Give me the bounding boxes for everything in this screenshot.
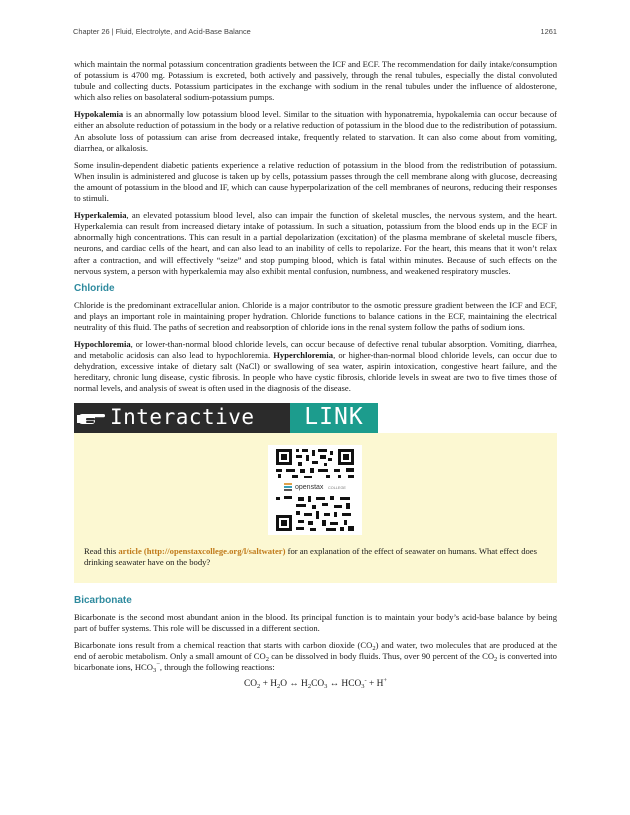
paragraph-hyperkalemia: Hyperkalemia, an elevated potassium blood level, also can impair the function of skeletal muscles, the nervous system, and the heart. Hyperkalemia can result from increased dietary intake of potassium. In such a situation, potassium from the blood ends up in the ECF in abnormally high concentrations. This can result in a partial depolarization (excitation) of the plasma membrane of skeletal muscle fibers, neurons, and cardiac cells of the heart, and can also lead to an inability of cells to repolarize. For the heart, this means that it won’t relax after a contraction, and will effectively “seize” and stop pumping blood, which is fatal within minutes. Because of such effects on the nervous system, a person with hyperkalemia may also exhibit mental confusion, numbness, and weakened respiratory muscles. [74,210,557,276]
interactive-link-text: Read this article (http://openstaxcollege.org/l/saltwater) for an explanation of the effect of seawater on humans. What effect does drinking seawater have on the body? [84,545,537,567]
banner-word: Interactive [110,404,255,429]
pointing-hand-icon [74,403,110,433]
openstax-logo: openstax [295,483,324,491]
svg-text:COLLEGE: COLLEGE [328,485,346,490]
section-heading-bicarbonate: Bicarbonate [74,594,132,606]
interactive-link-box [74,433,557,583]
paragraph: Bicarbonate is the second most abundant anion in the blood. Its principal function is to maintain your body’s acid-base balance by being part of buffer systems. This role will be discussed in a different section. [74,611,557,633]
page-number: 1261 [540,27,557,36]
paragraph: Some insulin-dependent diabetic patients experience a relative reduction of potassium in the blood from the redistribution of potassium. When insulin is administered and glucose is taken up by cells, potassium passes through the cell membrane along with glucose, decreasing the amount of potassium in the blood and IF, which can cause hyperpolarization of the cell membranes of neurons, reducing their responses to stimuli. [74,159,557,204]
interactive-link-banner [74,403,557,433]
saltwater-article-link[interactable]: article (http://openstaxcollege.org/l/saltwater) [118,545,286,556]
page-body [74,59,557,690]
chapter-title: Chapter 26 | Fluid, Electrolyte, and Acid-Base Balance [73,27,251,36]
paragraph-bicarbonate-reaction: Bicarbonate ions result from a chemical reaction that starts with carbon dioxide $(CO_2)$ and water, two molecules that are produced at the end of aerobic metabolism. Only a small amount of $CO_2$ can be dissolved in body fluids. Thus, over 90 percent of the $CO_2$ is converted into bicarbonate ions, $HCO_3^-$, through the following reactions: [74,639,558,674]
term-hyperchloremia: Hyperchloremia [273,350,334,361]
paragraph-hypokalemia: Hypokalemia is an abnormally low potassium blood level. Similar to the situation with hyponatremia, hypokalemia can occur because of either an absolute reduction of potassium in the body or a relative reduction of potassium in the blood due to the redistribution of potassium. An absolute loss of potassium can arise from decreased intake, frequently related to starvation. It can also come about from vomiting, diarrhea, or alkalosis. [74,109,557,153]
paragraph-hypochloremia: Hypochloremia, or lower-than-normal blood chloride levels, can occur because of defective renal tubular absorption. Vomiting, diarrhea, and metabolic acidosis can also lead to hypochloremia. Hyperchloremia, or higher-than-normal blood chloride levels, can occur due to dehydration, excessive intake of dietary salt (NaCl) or swallowing of sea water, aspirin intoxication, congestive heart failure, and the hereditary, chronic lung disease, cystic fibrosis. In people who have cystic fibrosis, chloride levels in sweat are two to five times those of normal levels, and analysis of sweat is often used in the diagnosis of the disease. [74,339,557,394]
running-head [73,27,557,36]
chemical-equation: $CO_2 + H_2O$ ↔ $H_2CO_3$ ↔ $HCO_3^- + H^+$ [243,677,388,691]
term-hyperkalemia: Hyperkalemia [74,210,127,221]
banner-link-label: LINK [290,403,378,433]
paragraph: which maintain the normal potassium concentration gradients between the ICF and ECF. The recommendation for daily intake/consumption of potassium is 4700 mg. Potassium is excreted, both actively and passively, through the renal tubules, especially the distal convoluted tubule and collecting ducts. Potassium participates in the exchange with sodium in the renal tubules under the influence of aldosterone, which also relies on basolateral sodium-potassium pumps. [74,59,557,103]
section-heading-chloride: Chloride [74,282,115,294]
paragraph: Chloride is the predominant extracellular anion. Chloride is a major contributor to the osmotic pressure gradient between the ICF and ECF, and plays an important role in maintaining proper hydration. Chloride functions to balance cations in the ECF, maintaining the electrical neutrality of this fluid. The paths of secretion and reabsorption of chloride ions in the renal system follow the paths of sodium ions. [74,299,557,332]
term-hypokalemia: Hypokalemia [74,109,124,120]
qr-code[interactable] [268,445,362,535]
term-hypochloremia: Hypochloremia [74,339,131,350]
